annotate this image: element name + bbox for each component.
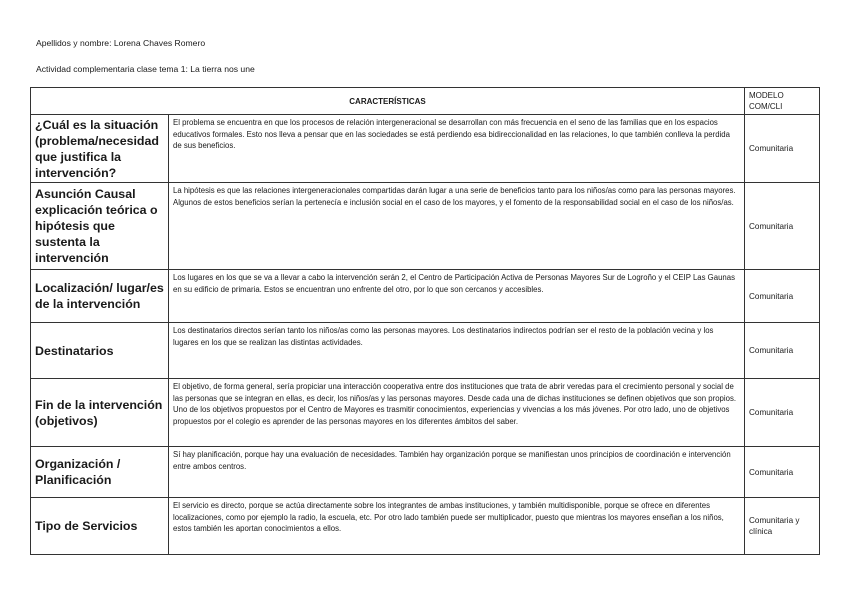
header-model: MODELO COM/CLI xyxy=(745,88,820,115)
table-row xyxy=(31,379,820,447)
row-model: Comunitaria xyxy=(745,183,820,270)
row-label: Localización/ lugar/es de la intervención xyxy=(31,270,169,323)
row-label: Organización / Planificación xyxy=(31,447,169,498)
row-model: Comunitaria y clínica xyxy=(745,498,820,555)
row-label: ¿Cuál es la situación (problema/necesidad que justifica la intervención? xyxy=(31,115,169,183)
row-label: Fin de la intervención (objetivos) xyxy=(31,379,169,447)
row-model: Comunitaria xyxy=(745,270,820,323)
activity-title: Actividad complementaria clase tema 1: La tierra nos une xyxy=(36,64,255,74)
table-row xyxy=(31,183,820,270)
row-label: Destinatarios xyxy=(31,323,169,379)
row-model: Comunitaria xyxy=(745,447,820,498)
row-model: Comunitaria xyxy=(745,379,820,447)
row-label: Tipo de Servicios xyxy=(31,498,169,555)
table-row xyxy=(31,447,820,498)
row-content: Los destinatarios directos serían tanto los niños/as como las personas mayores. Los destinatarios indirectos podrían ser el resto de la población vecina y los lugares en los que se realizan las distintas actividades. xyxy=(169,323,745,379)
table-row xyxy=(31,498,820,555)
row-content: Sí hay planificación, porque hay una evaluación de necesidades. También hay organización porque se manifiestan unos principios de coordinación e intervención entre ambos centros. xyxy=(169,447,745,498)
row-content: El servicio es directo, porque se actúa directamente sobre los integrantes de ambas instituciones, y también multidisponible, porque se ofrece en diferentes localizaciones, como por ejemplo la radio, la escuela, etc. Por otro lado también puede ser multiplicador, puesto que mientras los mayores enseñan a los niños, estos también les aportan conocimientos a ellos. xyxy=(169,498,745,555)
table-row xyxy=(31,270,820,323)
row-model: Comunitaria xyxy=(745,115,820,183)
row-content: El problema se encuentra en que los procesos de relación intergeneracional se desarrollan con más frecuencia en el seno de las familias que en los espacios educativos formales. Esto nos lleva a pensar que en las sociedades se está perdiendo esa bidireccionalidad en las relaciones, lo que también conlleva la perdida de sus beneficios. xyxy=(169,115,745,183)
row-content: El objetivo, de forma general, sería propiciar una interacción cooperativa entre dos instituciones que trata de abrir veredas para el crecimiento personal y social de las personas que se integran en ellas, es decir, los niños/as y las personas mayores. Desde cada una de dichas instituciones se definen objetivos que son propios. Uno de los objetivos propuestos por el Centro de Mayores es trasmitir conocimientos, experiencias y vivencias a los más jóvenes. Por otro lado, uno de objetivos propuestos por el colegio es aprender de las personas mayores en los diferentes ámbitos del saber. xyxy=(169,379,745,447)
table-row xyxy=(31,115,820,183)
table-header-row xyxy=(31,88,820,115)
row-content: Los lugares en los que se va a llevar a cabo la intervención serán 2, el Centro de Participación Activa de Personas Mayores Sur de Logroño y el CEIP Las Gaunas en su edificio de primaria. Estos se encuentran uno enfrente del otro, por lo que son cercanos y accesibles. xyxy=(169,270,745,323)
table-row xyxy=(31,323,820,379)
row-label: Asunción Causal explicación teórica o hipótesis que sustenta la intervención xyxy=(31,183,169,270)
row-model: Comunitaria xyxy=(745,323,820,379)
header-characteristics: CARACTERÍSTICAS xyxy=(31,88,745,115)
author-line: Apellidos y nombre: Lorena Chaves Romero xyxy=(36,38,206,48)
row-content: La hipótesis es que las relaciones intergeneracionales compartidas darán lugar a una serie de beneficios tanto para los niños/as como para las personas mayores. Algunos de estos beneficios serían la pertenecía e inclusión social en el caso de los mayores, y el fomento de la responsabilidad social en el caso de los niños/as. xyxy=(169,183,745,270)
characteristics-table xyxy=(30,87,820,555)
